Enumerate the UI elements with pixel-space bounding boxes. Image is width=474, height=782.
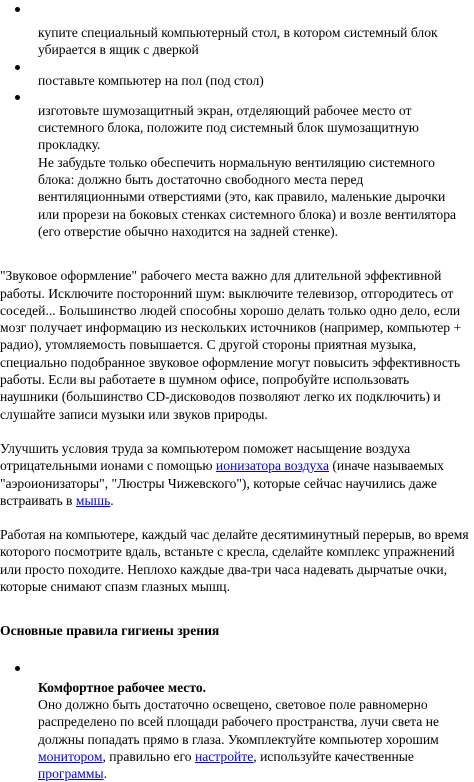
ventilation-list: [0, 7, 474, 240]
section-heading: Основные правила гигиены зрения: [0, 623, 220, 639]
mouse-link[interactable]: мышь: [75, 492, 111, 508]
list-item: [0, 89, 474, 240]
air-text-part: Улучшить условия труда за компьютером поможет насыщение воздуха отрицательными ионами с помощью: [0, 440, 411, 474]
vision-text-part: , правильно его: [102, 748, 195, 764]
vision-rules-list: [0, 666, 474, 782]
list-item-text: поставьте компьютер на пол (под стол): [38, 72, 264, 88]
air-ionizer-link[interactable]: ионизатора воздуха: [215, 458, 329, 474]
list-item: [0, 666, 474, 782]
air-text-part: .: [110, 492, 114, 508]
air-paragraph: [0, 440, 474, 509]
bullet-icon: [15, 95, 20, 100]
bullet-icon: [15, 666, 20, 671]
break-paragraph: Работая на компьютере, каждый час делайте десятиминутный перерыв, во время которого посмотрите вдаль, встаньте с кресла, сделайте комплекс упражнений или просто походите. Неплохо каждые два-три часа надевать дырчатые очки, которые снимают спазм глазных мышц.: [0, 527, 469, 595]
vision-text-part: Оно должно быть достаточно освещено, световое поле равномерно распределено по всей площади рабочего пространства, лучи света не должны попадать прямо в глаза. Укомплектуйте компьютер хорошим: [38, 696, 440, 747]
bullet-icon: [15, 65, 20, 70]
monitor-link[interactable]: монитором: [38, 748, 103, 764]
list-item: [0, 59, 474, 89]
list-item-text: изготовьте шумозащитный экран, отделяющий рабочее место от системного блока, положите под системный блок шумозащитную прокладку.: [38, 102, 419, 153]
configure-link[interactable]: настройте: [194, 748, 254, 764]
bullet-icon: [15, 7, 20, 12]
list-item-text: [38, 696, 468, 782]
list-item-text: купите специальный компьютерный стол, в котором системный блок убирается в ящик с дверкой: [38, 25, 438, 58]
air-text-part: (иначе называемых "аэроионизаторы", "Люстры Чижевского"), которые сейчас научились даже встраивать в: [0, 458, 444, 508]
programs-link[interactable]: программы: [38, 766, 104, 782]
sound-paragraph: "Звуковое оформление" рабочего места важно для длительной эффективной работы. Исключите посторонний шум: выключите телевизор, отгородитесь от соседей... Большинство людей способны хорошо делать только одно дело, если мозг получает информацию из нескольких источников (например, компьютер + радио), утомляемость повышается. С другой стороны приятная музыка, специально подобранное звуковое оформление могут повысить эффективность работы. Если вы работаете в шумном офисе, попробуйте использовать наушники (большинство CD-дисководов позволяют легко их подключить) и слушайте записи музыки или звуков природы.: [0, 268, 462, 422]
list-item-title: Комфортное рабочее место.: [38, 679, 207, 695]
vision-text-part: .: [103, 766, 108, 782]
list-item: [0, 7, 474, 59]
vision-text-part: , используйте качественные: [253, 748, 414, 764]
list-item-note: Не забудьте только обеспечить нормальную вентиляцию системного блока: должно быть достаточно свободного места перед вентиляционными отверстиями (это, как правило, маленькие дырочки или прорези на боковых стенках системного блока) и возле вентилятора (его отверстие обычно находится на задней стенке).: [38, 154, 457, 239]
